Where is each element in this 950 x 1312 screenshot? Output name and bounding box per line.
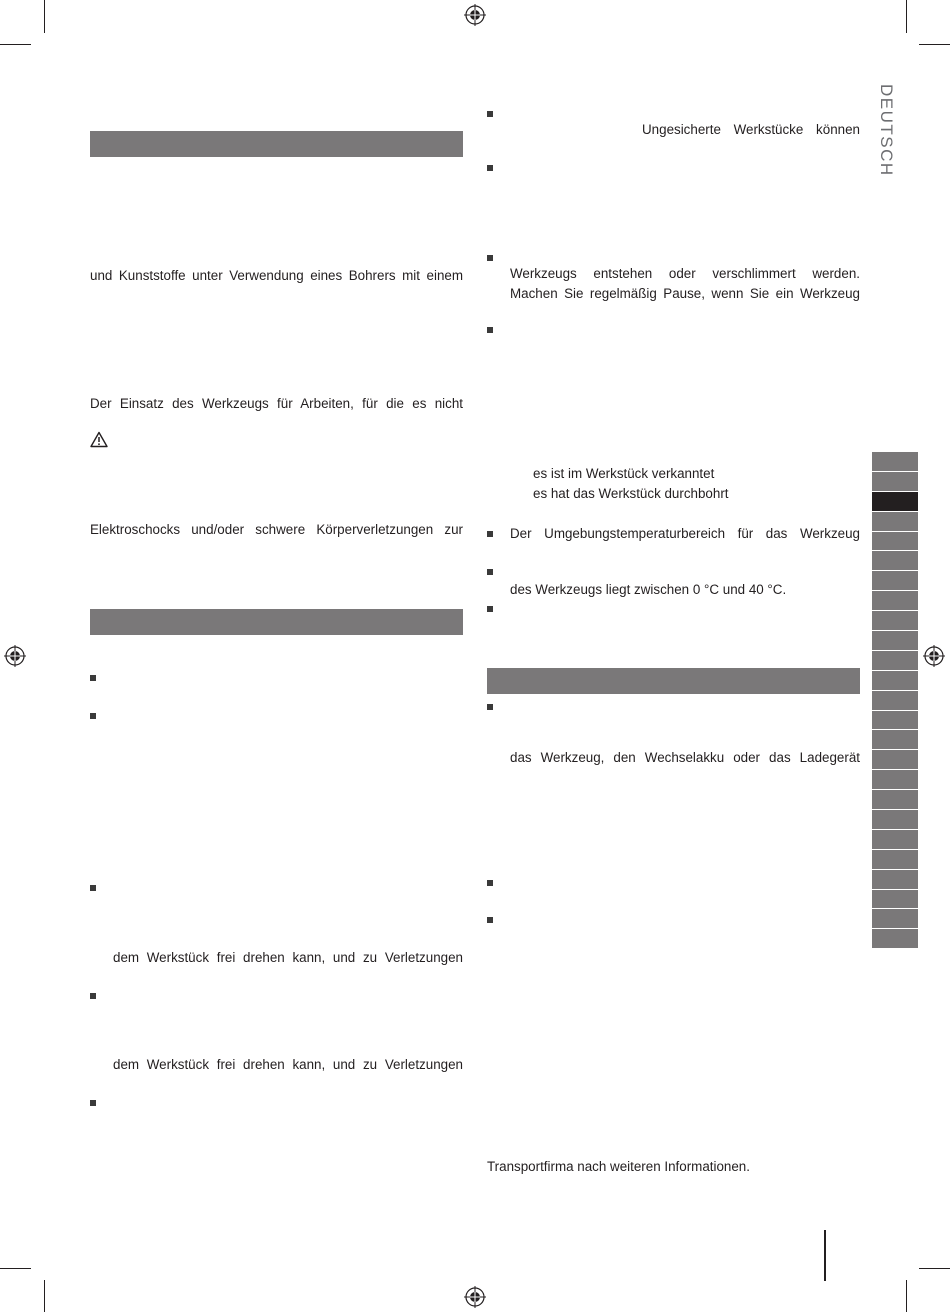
registration-mark-icon <box>464 4 486 26</box>
chapter-tab <box>872 730 918 750</box>
sub-item-text: es hat das Werkstück durchbohrt <box>533 486 729 501</box>
chapter-tab <box>872 711 918 731</box>
bullet-text-line: des Werkzeugs liegt zwischen 0 °C und 40 °C. <box>510 582 787 597</box>
chapter-tab <box>872 631 918 651</box>
chapter-tab <box>872 512 918 532</box>
registration-mark-icon <box>923 645 945 667</box>
crop-mark <box>0 44 31 45</box>
section-heading-bar <box>487 668 860 694</box>
chapter-tab <box>872 830 918 850</box>
bullet-icon <box>487 255 493 261</box>
chapter-tab <box>872 890 918 910</box>
bullet-icon <box>487 111 493 117</box>
chapter-tab <box>872 532 918 552</box>
chapter-tab <box>872 452 918 472</box>
crop-mark <box>44 1280 45 1312</box>
chapter-tab <box>872 551 918 571</box>
bullet-icon <box>487 569 493 575</box>
bullet-icon <box>487 704 493 710</box>
bullet-text-line: das Werkzeug, den Wechselakku oder das Ladegerät <box>510 750 860 765</box>
chapter-tab <box>872 691 918 711</box>
bullet-icon <box>487 917 493 923</box>
bullet-icon <box>90 1100 96 1106</box>
chapter-tab <box>872 651 918 671</box>
crop-mark <box>906 1280 907 1312</box>
chapter-tab-active <box>872 492 918 512</box>
warning-icon <box>90 431 108 448</box>
crop-mark <box>44 0 45 33</box>
bullet-icon <box>487 327 493 333</box>
paragraph-line: Transportfirma nach weiteren Informationen. <box>487 1159 750 1174</box>
bullet-icon <box>487 880 493 886</box>
chapter-tab <box>872 591 918 611</box>
bullet-icon <box>90 713 96 719</box>
chapter-tabs <box>872 452 918 949</box>
section-heading-bar <box>90 609 463 635</box>
sub-item-text: es ist im Werkstück verkanntet <box>533 466 715 481</box>
chapter-tab <box>872 472 918 492</box>
paragraph-line: und Kunststoffe unter Verwendung eines Bohrers mit einem <box>90 268 463 283</box>
bullet-text-line: Ungesicherte Werkstücke können <box>642 122 860 137</box>
chapter-tab <box>872 909 918 929</box>
crop-mark <box>919 44 950 45</box>
registration-mark-icon <box>464 1286 486 1308</box>
bullet-text-line: Machen Sie regelmäßig Pause, wenn Sie ein Werkzeug <box>510 286 860 301</box>
bullet-icon <box>487 531 493 537</box>
crop-mark <box>0 1268 31 1269</box>
page-number-rule <box>824 1230 826 1281</box>
chapter-tab <box>872 790 918 810</box>
bullet-icon <box>487 165 493 171</box>
bullet-text-line: dem Werkstück frei drehen kann, und zu Verletzungen <box>113 950 463 965</box>
language-label: DEUTSCH <box>877 84 896 177</box>
chapter-tab <box>872 750 918 770</box>
registration-mark-icon <box>4 645 26 667</box>
chapter-tab <box>872 671 918 691</box>
chapter-tab <box>872 870 918 890</box>
paragraph-line: Der Einsatz des Werkzeugs für Arbeiten, für die es nicht <box>90 396 463 411</box>
bullet-text-line: Werkzeugs entstehen oder verschlimmert werden. <box>510 266 860 281</box>
chapter-tab <box>872 611 918 631</box>
crop-mark <box>906 0 907 33</box>
bullet-icon <box>90 885 96 891</box>
chapter-tab <box>872 810 918 830</box>
bullet-text-line: dem Werkstück frei drehen kann, und zu Verletzungen <box>113 1057 463 1072</box>
chapter-tab <box>872 571 918 591</box>
bullet-icon <box>487 606 493 612</box>
chapter-tab <box>872 770 918 790</box>
chapter-tab <box>872 929 918 949</box>
chapter-tab <box>872 850 918 870</box>
crop-mark <box>919 1268 950 1269</box>
bullet-icon <box>90 993 96 999</box>
bullet-text-line: Der Umgebungstemperaturbereich für das Werkzeug <box>510 526 860 541</box>
bullet-icon <box>90 675 96 681</box>
section-heading-bar <box>90 131 463 157</box>
paragraph-line: Elektroschocks und/oder schwere Körperverletzungen zur <box>90 522 463 537</box>
